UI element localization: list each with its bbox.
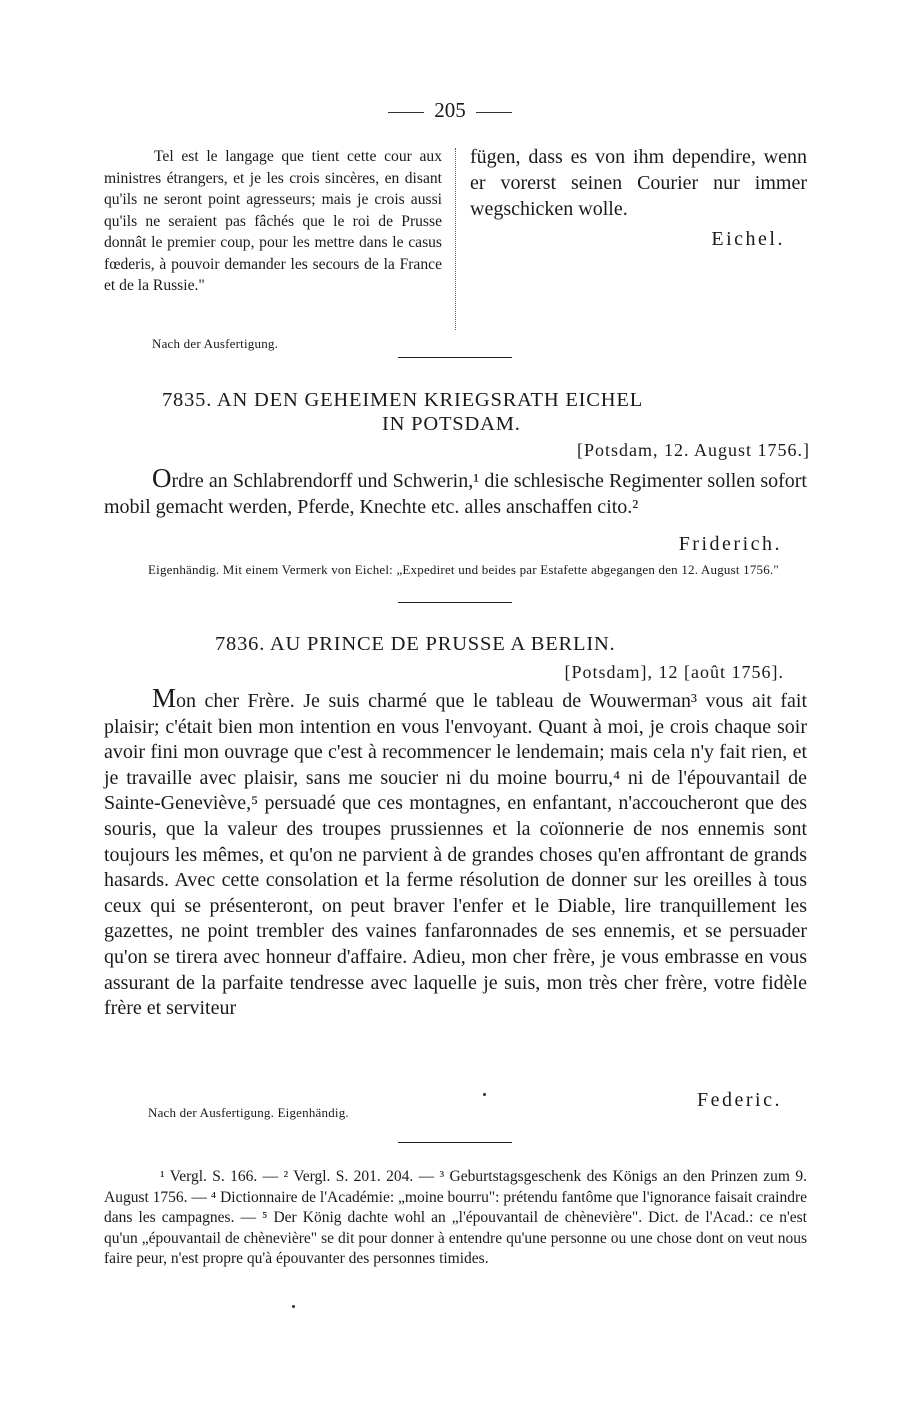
letter-7836-date: [Potsdam], 12 [août 1756]. xyxy=(564,662,784,682)
left-column-quote: Tel est le langage que tient cette cour aux ministres étrangers, et je les crois sincères, en disant qu'ils ne seront point agresseurs; mais je crois aussi qu'ils ne seraient pas fâchés que le roi de Prusse donnât le premier coup, pour les mettre dans le casus fœderis, à pouvoir demander les secours de la France et de la Russie." xyxy=(104,148,442,294)
page-number-dash-right xyxy=(476,112,512,113)
section-divider-1 xyxy=(398,357,512,358)
letter-7835-body xyxy=(104,463,807,520)
page-number-dash-left xyxy=(388,112,424,113)
letter-7835-initial: O xyxy=(152,463,172,493)
left-column-source-note: Nach der Ausfertigung. xyxy=(152,336,279,351)
right-column-text: fügen, dass es von ihm dependire, wenn er vorerst seinen Courier nur immer wegschicken wolle. xyxy=(470,146,807,220)
right-column xyxy=(470,144,807,252)
stray-dot-2 xyxy=(292,1305,295,1308)
letter-7836-signature: Federic. xyxy=(697,1089,782,1111)
letter-7836-initial: M xyxy=(152,683,177,713)
letter-7835-body-text: rdre an Schlabrendorff und Schwerin,¹ die schlesische Regimenter sollen sofort mobil gemacht werden, Pferde, Knechte etc. alles anschaffen cito.² xyxy=(104,470,807,518)
stray-dot-1 xyxy=(483,1093,486,1096)
section-divider-3 xyxy=(398,1142,512,1143)
letter-7835-signature: Friderich. xyxy=(678,533,782,555)
right-column-signature: Eichel. xyxy=(711,228,785,250)
footnotes-text: ¹ Vergl. S. 166. — ² Vergl. S. 201. 204. — ³ Geburtstagsgeschenk des Königs an den Prinzen zum 9. August 1756. — ⁴ Dictionnaire de l'Académie: „moine bourru": prétendu fantôme que l'ignorance faisait craindre dans les campagnes. — ⁵ Der König dachte wohl an „l'épouvantail de chènevière". Dict. de l'Acad.: ce n'est qu'un „épouvantail de chènevière" se dit pour donner à entendre qu'une personne ou une chose dont on veut nous faire peur, n'est propre qu'à épouvanter des personnes timides. xyxy=(104,1168,807,1267)
letter-7835-date: [Potsdam, 12. August 1756.] xyxy=(576,440,810,460)
left-column xyxy=(104,146,442,297)
letter-7836-heading: 7836. AU PRINCE DE PRUSSE A BERLIN. xyxy=(215,633,616,655)
letter-7836-note: Nach der Ausfertigung. Eigenhändig. xyxy=(148,1105,349,1120)
letter-7836-body-text: on cher Frère. Je suis charmé que le tableau de Wouwerman³ vous ait fait plaisir; c'était bien mon intention en vous l'envoyant. Quant à moi, je crois chaque soir avoir fini mon ouvrage que c'est à recommencer le lendemain; mais cela n'y fait rien, et je travaille avec plaisir, sans me soucier ni du moine bourru,⁴ ni de l'épouvantail de Sainte-Geneviève,⁵ persuadé que ces montagnes, en enfantant, n'accoucheront que des souris, que la valeur des troupes prussiennes et la coïonnerie de nos ennemis sont toujours les mêmes, et qu'on ne parvient à de grandes choses qu'en affrontant de grands hasards. Avec cette consolation et la ferme résolution de donner sur les oreilles à tous ceux qui se présenteront, on peut braver l'enfer et le Diable, lire tranquillement les gazettes, ne point trembler des vaines fanfaronnades de ses ennemis, et se persuader qu'on se tirera avec honneur d'affaire. Adieu, mon cher frère, je vous embrasse en vous assurant de la parfaite tendresse avec laquelle je suis, mon très cher frère, votre fidèle frère et serviteur xyxy=(104,690,807,1020)
column-separator xyxy=(455,148,456,330)
letter-7836-body xyxy=(104,683,807,1022)
letter-7835-heading-line2: IN POTSDAM. xyxy=(382,413,521,435)
footnotes xyxy=(104,1167,807,1270)
page-number-text: 205 xyxy=(434,98,466,122)
letter-7835-heading-line1: 7835. AN DEN GEHEIMEN KRIEGSRATH EICHEL xyxy=(162,389,644,411)
letter-7835-note: Eigenhändig. Mit einem Vermerk von Eichel: „Expediret und beides par Estafette abgegangen den 12. August 1756." xyxy=(148,562,779,577)
section-divider-2 xyxy=(398,602,512,603)
page-number xyxy=(0,98,900,123)
